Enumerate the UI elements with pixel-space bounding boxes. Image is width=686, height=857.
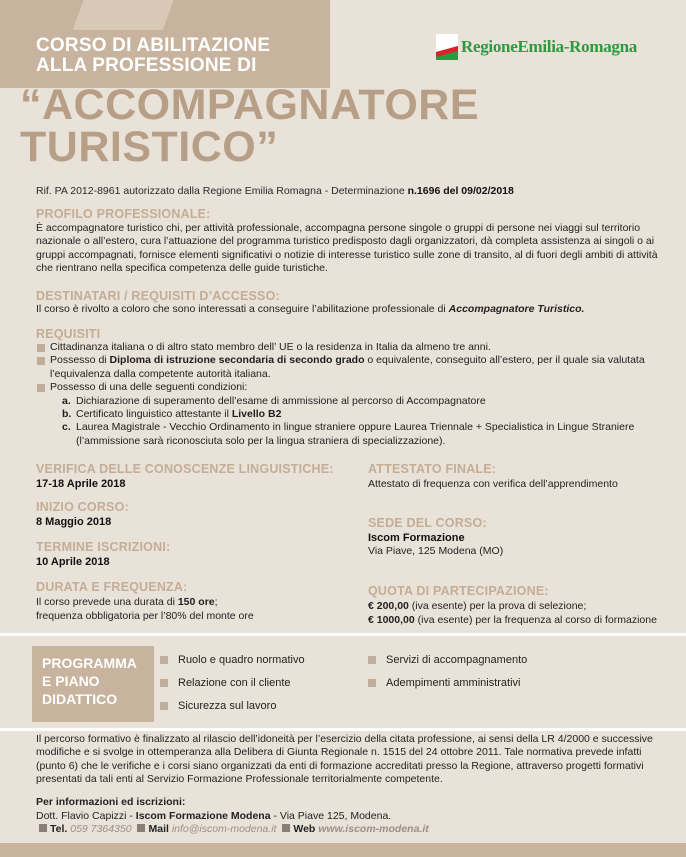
programma-item-label: Relazione con il cliente — [178, 677, 291, 689]
quota-section — [368, 584, 678, 627]
programma-item — [368, 654, 527, 666]
requisiti-heading: REQUISITI — [36, 327, 101, 341]
sede-name: Iscom Formazione — [368, 532, 465, 544]
durata-heading: DURATA E FREQUENZA: — [36, 580, 188, 594]
title-line-1: “ACCOMPAGNATORE — [20, 81, 479, 129]
contact-org: Iscom Formazione Modena — [135, 809, 271, 822]
requisito-text: Possesso di una delle seguenti condizioni: — [50, 381, 248, 394]
requisito-item — [36, 381, 658, 448]
bullet-square-icon — [160, 679, 168, 687]
legal-text: Il percorso formativo è finalizzato al rilascio dell’idoneità per l’esercizio della citata professione, ai sensi della LR 4/2000 e successive modifiche e si svolge in ottemperanza alla Delibera di Giunta Regionale n. 1515 del 24 ottobre 2011. Tale normativa prevede infatti (punto 6) che le verifiche e i corsi siano organizzati da enti di formazione accreditati presso la Regione, attraverso progetti formativi presentati da tali enti al Servizio Formazione Professionale territorialmente competente. — [36, 733, 653, 786]
condizione-item — [62, 408, 658, 421]
requisito-text: o equivalente, conseguito all’estero, per il quale sia valutata l’equivalenza dalla competente autorità italiana. — [50, 354, 645, 380]
destinatari-text-main: Il corso è rivolto a coloro che sono interessati a conseguire l’abilitazione professionale di — [36, 303, 449, 315]
termine-section — [36, 540, 356, 568]
reference-number: n.1696 del 09/02/2018 — [407, 185, 514, 197]
programma-item-label: Sicurezza sul lavoro — [178, 700, 277, 712]
profilo-section — [36, 207, 658, 276]
destinatari-emphasis: Accompagnatore Turistico. — [448, 303, 585, 315]
inizio-section — [36, 500, 356, 528]
section-divider — [0, 728, 686, 731]
programma-title-line-3: DIDATTICO — [42, 691, 118, 707]
condizione-text: Dichiarazione di superamento dell’esame di ammissione al percorso di Accompagnatore — [76, 394, 486, 407]
durata-text-pre: Il corso prevede una durata di — [36, 596, 178, 608]
programma-item-label: Servizi di accompagnamento — [386, 654, 528, 666]
requisito-text: Cittadinanza italiana o di altro stato membro dell’ UE o la residenza in Italia da almeno tre anni. — [50, 341, 491, 353]
attestato-section — [368, 462, 668, 492]
destinatari-text — [36, 303, 658, 316]
contact-address: - Via Piave 125, Modena. — [270, 809, 392, 822]
section-divider — [0, 633, 686, 636]
durata-frequenza: frequenza obbligatoria per l’80% del monte ore — [36, 609, 254, 622]
quota-heading: QUOTA DI PARTECIPAZIONE: — [368, 584, 549, 598]
condizione-letter: a. — [62, 394, 71, 407]
durata-hours: 150 ore — [177, 596, 215, 608]
programma-title-line-1: PROGRAMMA — [42, 655, 137, 671]
destinatari-heading: DESTINATARI / REQUISITI D’ACCESSO: — [36, 289, 280, 303]
durata-text — [36, 596, 356, 610]
verifica-section — [36, 462, 356, 490]
termine-date: 10 Aprile 2018 — [36, 556, 110, 568]
requisito-item — [36, 341, 658, 354]
tel-label: Tel. — [50, 823, 68, 835]
reference-line — [36, 185, 514, 197]
condizione-text: Certificato linguistico attestante il — [76, 408, 232, 421]
durata-text-post: ; — [214, 596, 218, 608]
course-title — [20, 81, 479, 171]
programma-item — [368, 677, 520, 689]
programma-item — [160, 677, 291, 689]
regione-flag-icon — [436, 34, 458, 60]
bullet-square-icon — [39, 824, 47, 832]
mail-link[interactable]: info@iscom-modena.it — [171, 823, 277, 835]
quota-desc-2: (iva esente) per la frequenza al corso di formazione — [414, 613, 657, 626]
sede-heading: SEDE DEL CORSO: — [368, 516, 487, 530]
web-label: Web — [293, 823, 316, 835]
contact-heading: Per informazioni ed iscrizioni: — [36, 796, 186, 808]
requisito-text: Possesso di — [50, 354, 110, 367]
footer-band — [0, 843, 686, 857]
contact-section — [36, 796, 429, 837]
regione-logo — [436, 34, 637, 60]
profilo-text: È accompagnatore turistico chi, per attività professionale, accompagna persone singole o gruppi di persone nei viaggi sul territorio nazionale o all’estero, cura l’attuazione del programma turistico predisposto dagli organizzatori, dà completa assistenza ai singoli o ai gruppi accompagnati, fornisce elementi significativi o notizie di interesse turistico sulle zone di transito, al di fuori degli ambiti di attività che rientrano nella specifica competenza delle guide turistiche. — [36, 222, 658, 275]
title-line-2: TURISTICO” — [20, 123, 279, 171]
web-link[interactable]: www.iscom-modena.it — [318, 823, 429, 835]
pre-title-line-2: ALLA PROFESSIONE DI — [36, 55, 257, 76]
verifica-heading: VERIFICA DELLE CONOSCENZE LINGUISTICHE: — [36, 462, 334, 476]
mail-label: Mail — [148, 823, 169, 835]
bullet-square-icon — [160, 702, 168, 710]
bullet-square-icon — [37, 384, 45, 392]
condizione-text: Laurea Magistrale - Vecchio Ordinamento in lingue straniere oppure Laurea Triennale + Specialistica in Lingue Straniere (l’ammissione sarà riconosciuta solo per la lingua straniera di specializzazione). — [76, 421, 635, 447]
quota-line-1 — [368, 600, 678, 614]
programma-item-label: Ruolo e quadro normativo — [178, 654, 305, 666]
condizione-letter: b. — [62, 408, 72, 421]
condizioni-list — [50, 395, 658, 449]
contact-person-line — [36, 810, 429, 824]
logo-text: RegioneEmilia-Romagna — [461, 37, 637, 56]
programma-item — [160, 700, 276, 712]
pre-title-line-1: CORSO DI ABILITAZIONE — [36, 35, 271, 56]
contact-channels — [36, 823, 429, 837]
tel-number[interactable]: 059 7364350 — [70, 823, 132, 835]
course-pre-title — [36, 36, 270, 76]
attestato-text: Attestato di frequenza con verifica dell’apprendimento — [368, 478, 618, 490]
sede-section — [368, 516, 668, 559]
requisiti-section — [36, 327, 658, 448]
programma-box — [32, 646, 154, 722]
requisito-item — [36, 354, 658, 381]
condizione-item — [62, 395, 658, 408]
condizione-item — [62, 421, 658, 448]
programma-item — [160, 654, 305, 666]
reference-text: Rif. PA 2012-8961 autorizzato dalla Regione Emilia Romagna - Determinazione — [36, 185, 408, 197]
quota-line-2 — [368, 614, 678, 628]
durata-section — [36, 580, 356, 623]
bullet-square-icon — [368, 679, 376, 687]
profilo-heading: PROFILO PROFESSIONALE: — [36, 207, 211, 221]
termine-heading: TERMINE ISCRIZIONI: — [36, 540, 171, 554]
quota-price-2: € 1000,00 — [368, 613, 415, 626]
condizione-letter: c. — [62, 421, 71, 434]
attestato-heading: ATTESTATO FINALE: — [368, 462, 497, 476]
bullet-square-icon — [137, 824, 145, 832]
quota-price-1: € 200,00 — [368, 600, 409, 612]
sede-address: Via Piave, 125 Modena (MO) — [368, 545, 504, 557]
header-decoration — [73, 0, 178, 30]
bullet-square-icon — [368, 656, 376, 664]
quota-desc-1: (iva esente) per la prova di selezione; — [408, 600, 587, 612]
verifica-date: 17-18 Aprile 2018 — [36, 478, 126, 490]
bullet-square-icon — [282, 824, 290, 832]
programma-title-line-2: E PIANO — [42, 673, 100, 689]
bullet-square-icon — [37, 344, 45, 352]
bullet-square-icon — [37, 357, 45, 365]
condizione-bold: Livello B2 — [231, 408, 282, 421]
contact-person: Dott. Flavio Capizzi - — [36, 809, 136, 822]
inizio-heading: INIZIO CORSO: — [36, 500, 129, 514]
requisiti-list — [36, 341, 658, 448]
requisito-bold: Diploma di istruzione secondaria di secondo grado — [109, 354, 365, 367]
programma-item-label: Adempimenti amministrativi — [386, 677, 521, 689]
inizio-date: 8 Maggio 2018 — [36, 516, 112, 528]
bullet-square-icon — [160, 656, 168, 664]
destinatari-section — [36, 289, 658, 316]
